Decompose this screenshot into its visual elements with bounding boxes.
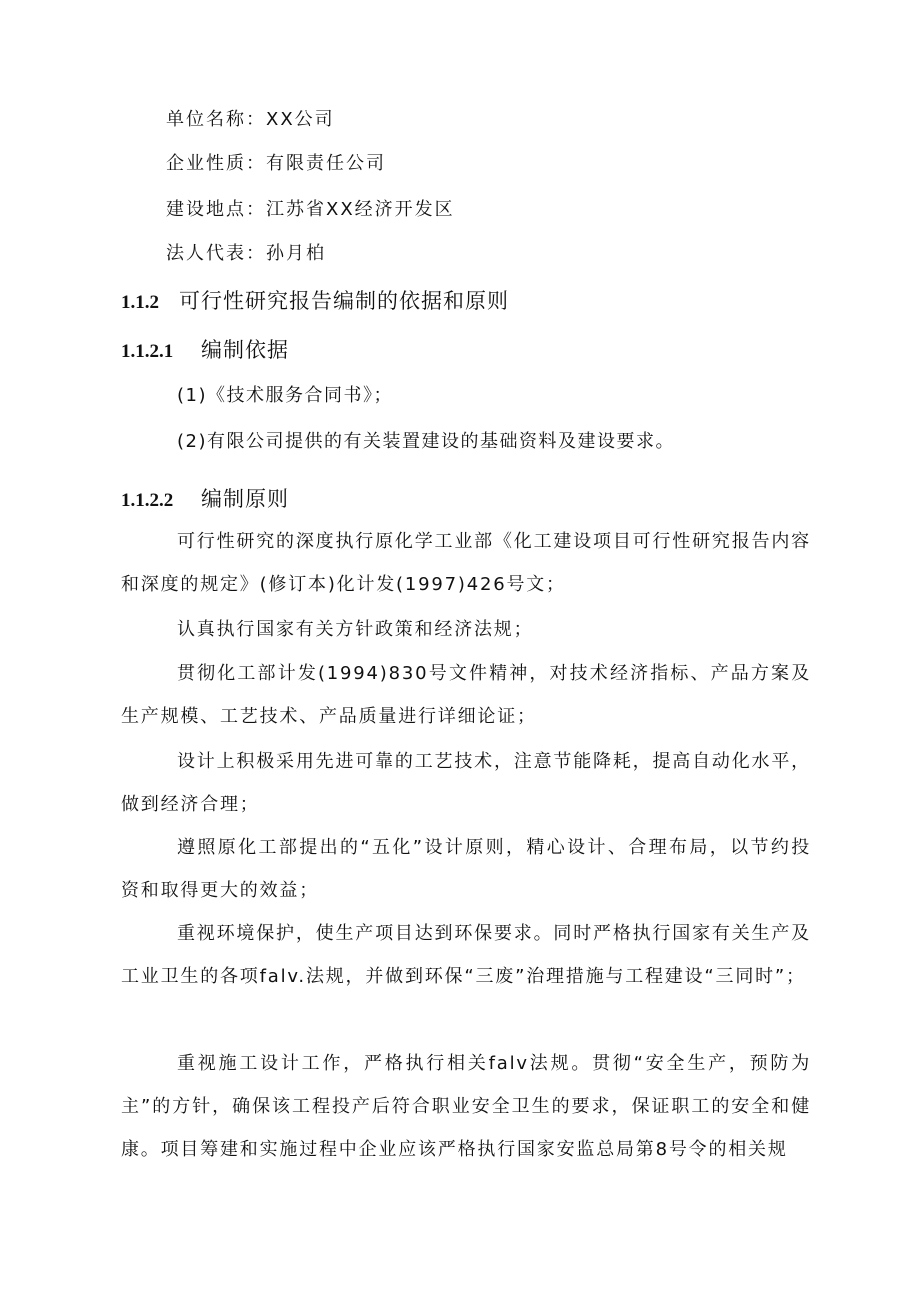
section-number: 1.1.2 [121,292,159,313]
section-title: 编制依据 [201,338,289,362]
company-name-line: 单位名称：XX公司 [166,109,335,130]
principle-paragraph-3: 贯彻化工部计发(1994)830号文件精神，对技术经济指标、产品方案及生产规模、工艺技术、产品质量进行详细论证； [121,663,811,727]
company-nature-line: 企业性质：有限责任公司 [166,153,386,174]
section-title: 编制原则 [201,487,289,511]
principle-paragraph-4: 设计上积极采用先进可靠的工艺技术，注意节能降耗，提高自动化水平，做到经济合理； [121,751,811,815]
legal-representative-line: 法人代表：孙月柏 [166,243,326,264]
section-heading-1-1-2-2 [121,485,289,515]
section-heading-1-1-2 [121,287,509,317]
section-number: 1.1.2.2 [121,490,174,511]
principle-paragraph-7: 重视施工设计工作，严格执行相关falv法规。贯彻“安全生产，预防为主”的方针，确保该工程投产后符合职业安全卫生的要求，保证职工的安全和健康。项目筹建和实施过程中企业应该严格执行国家安监总局第8号令的相关规 [121,1053,811,1160]
principle-paragraph-5: 遵照原化工部提出的“五化”设计原则，精心设计、合理布局，以节约投资和取得更大的效益； [121,837,811,901]
construction-location-line: 建设地点：江苏省XX经济开发区 [166,199,455,220]
principle-paragraph-6: 重视环境保护，使生产项目达到环保要求。同时严格执行国家有关生产及工业卫生的各项falv.法规，并做到环保“三废”治理措施与工程建设“三同时”； [121,923,811,987]
principle-paragraph-2: 认真执行国家有关方针政策和经济法规； [177,619,534,640]
principle-paragraph-1: 可行性研究的深度执行原化学工业部《化工建设项目可行性研究报告内容和深度的规定》(修订本)化计发(1997)426号文； [121,531,811,595]
basis-item-1: (1)《技术服务合同书》； [177,385,393,406]
section-number: 1.1.2.1 [121,341,174,362]
basis-item-2: (2)有限公司提供的有关装置建设的基础资料及建设要求。 [177,431,675,452]
section-title: 可行性研究报告编制的依据和原则 [179,289,509,313]
section-heading-1-1-2-1 [121,336,289,366]
